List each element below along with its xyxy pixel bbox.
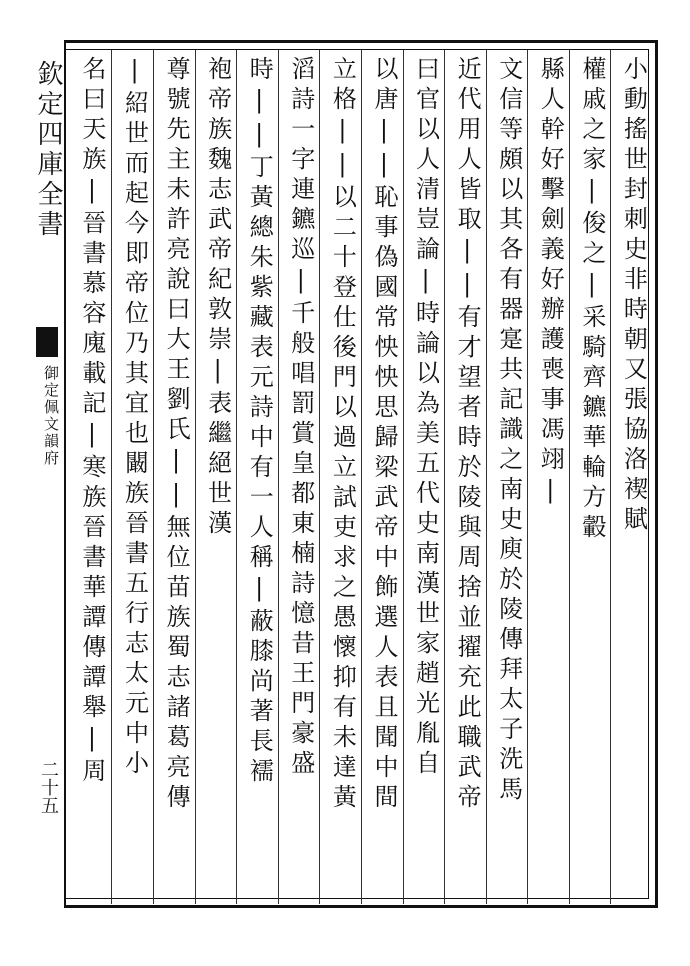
column-text: 時||丁黃總朱紫藏表元詩中有一人稱|蔽膝尚著長襦 <box>245 56 274 788</box>
column-text: 袍帝族魏志武帝紀敦崇|表繼絕世漢 <box>203 56 232 540</box>
column-text: 文信等頗以其各有器寔共記識之南史庾於陵傳拜太子洗馬 <box>494 56 523 806</box>
column-text: 尊號先主未許亮說曰大王劉氏||無位苗族蜀志諸葛亮傳 <box>162 56 191 814</box>
text-columns <box>70 50 652 904</box>
column-text: 縣人幹好擊劍義好辦護喪事馮翊| <box>536 56 565 510</box>
text-column <box>527 50 569 904</box>
column-text: 小動搖世封刺史非時朝又張協洛禊賦 <box>619 56 648 536</box>
column-text: 立格||以二十登仕後門以過立試吏求之愚懷抑有未達黃 <box>328 56 357 814</box>
book-title: 欽定四庫全書 <box>33 60 63 240</box>
text-column <box>195 50 237 904</box>
text-column <box>153 50 195 904</box>
fishtail-mark <box>36 327 58 357</box>
text-column <box>486 50 528 904</box>
right-margin-border <box>656 40 686 908</box>
column-text: 曰官以人清豈論|時論以為美五代史南漢世家趙光胤自 <box>411 56 440 780</box>
text-column <box>403 50 445 904</box>
column-text: 權戚之家|俊之|采騎齊鑣華輪方轂 <box>577 56 606 544</box>
text-column <box>111 50 153 904</box>
text-column <box>610 50 652 904</box>
column-text: 滔詩一字連鑣巡|千般唱罰賞皇都東楠詩憶昔王門豪盛 <box>286 56 315 780</box>
page-number: 二十五 <box>38 760 59 814</box>
text-column <box>319 50 361 904</box>
book-subtitle: 御定佩文韻府 <box>42 365 60 467</box>
column-text: 近代用人皆取||有才望者時於陵與周捨並擢充此職武帝 <box>453 56 482 814</box>
text-column <box>278 50 320 904</box>
column-text: 以唐||恥事偽國常怏怏思歸梁武帝中飾選人表且聞中間 <box>369 56 398 814</box>
text-column <box>70 50 112 904</box>
title-strip <box>30 40 66 908</box>
text-column <box>361 50 403 904</box>
text-column <box>569 50 611 904</box>
column-text: |紹世而起今即帝位乃其宜也闞族晉書五行志太元中小 <box>120 56 149 780</box>
text-column <box>236 50 278 904</box>
column-text: 名曰天族|晉書慕容廆載記|寒族晉書華譚傳譚舉|周 <box>77 56 106 788</box>
text-column <box>444 50 486 904</box>
